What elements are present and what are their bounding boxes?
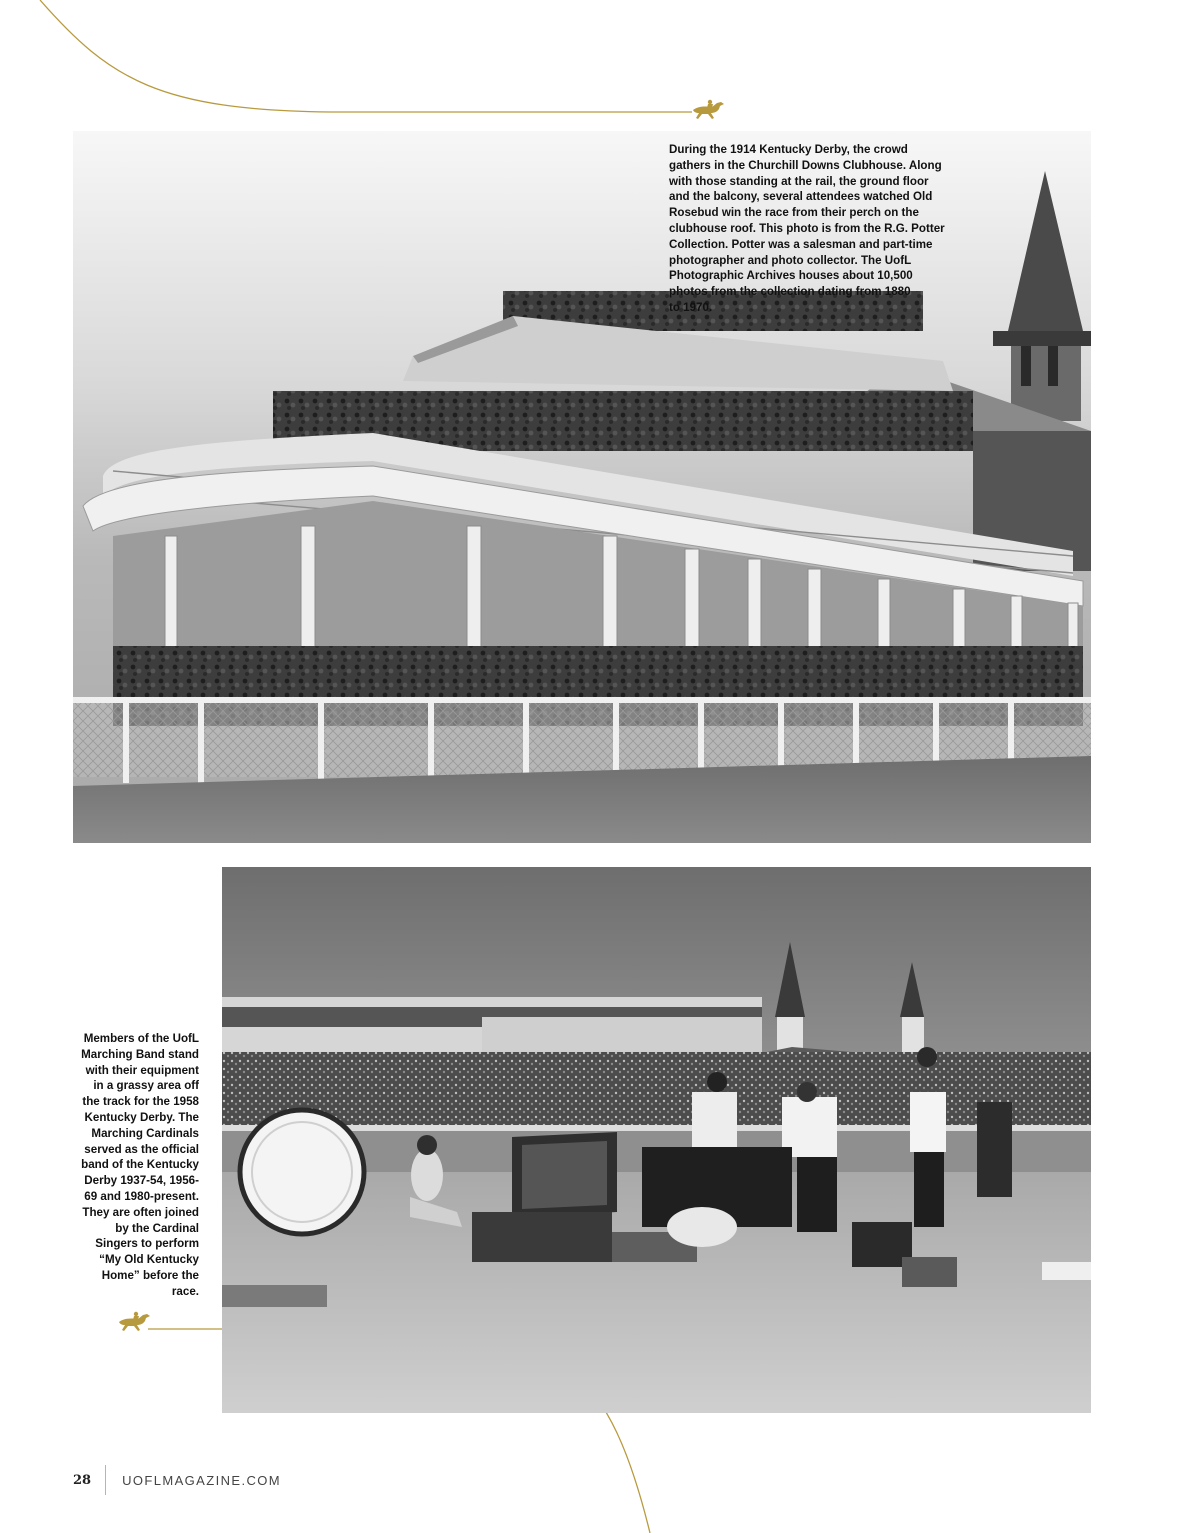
page-footer <box>73 1465 281 1495</box>
photo-caption-1914: During the 1914 Kentucky Derby, the crowd gathers in the Churchill Downs Clubhouse. Along with those standing at the rail, the ground floor and the balcony, several attendees watched Old Rosebud win the race from their perch on the clubhouse roof. This photo is from the R.G. Potter Collection. Potter was a salesman and part-time photographer and photo collector. The UofL Photographic Archives houses about 10,500 photos from the collection dating from 1880 to 1970. <box>669 143 945 314</box>
horse-and-jockey-icon <box>116 1310 154 1334</box>
photo-caption-1958: Members of the UofL Marching Band stand with their equipment in a grassy area off the track for the 1958 Kentucky Derby. The Marching Cardinals served as the official band of the Kentucky Derby 1937-54, 1956- 69 and 1980-present. They are often joined by the Cardinal Singers to perform “My Old Kentucky Home” before the race. <box>81 1032 199 1298</box>
horse-and-jockey-icon <box>690 98 728 122</box>
page-number: 28 <box>73 1472 92 1488</box>
footer-divider <box>105 1465 106 1495</box>
marching-band-1958-photo <box>222 867 1091 1413</box>
website-link[interactable]: UOFLMAGAZINE.COM <box>122 1472 281 1488</box>
